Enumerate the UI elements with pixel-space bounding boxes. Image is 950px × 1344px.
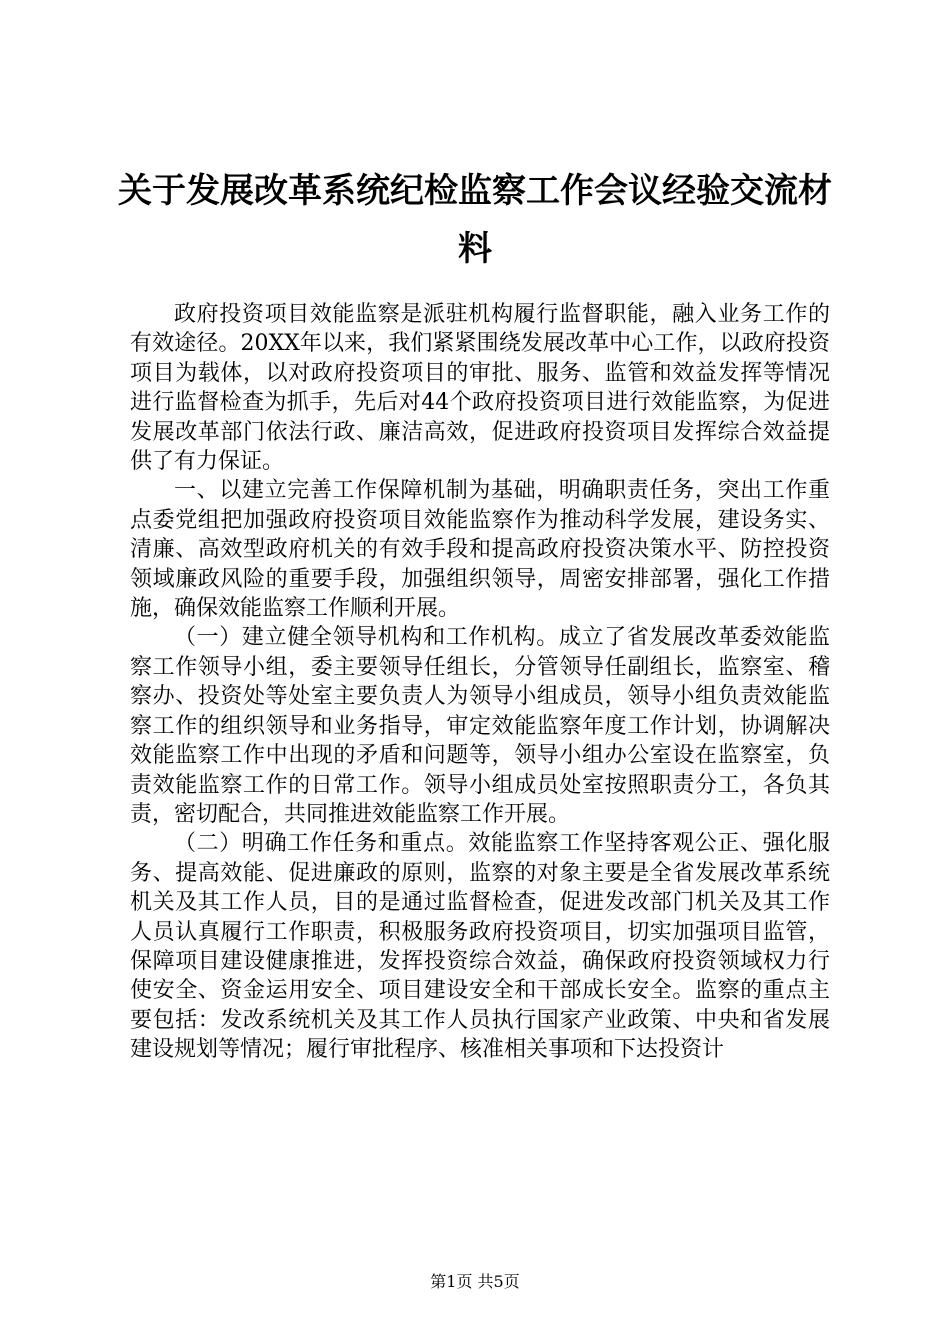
paragraph-section-one: 一、以建立完善工作保障机制为基础，明确职责任务，突出工作重点委党组把加强政府投资项目效能监察作为推动科学发展，建设务实、清廉、高效型政府机关的有效手段和提高政府投资决策水平、防控投资领域廉政风险的重要手段，加强组织领导，周密安排部署，强化工作措施，确保效能监察工作顺利开展。 (130, 478, 830, 622)
document-body (130, 300, 830, 1065)
page-number-footer: 第1页 共5页 (430, 1272, 520, 1291)
paragraph-intro: 政府投资项目效能监察是派驻机构履行监督职能，融入业务工作的有效途径。20XX年以来，我们紧紧围绕发展改革中心工作，以政府投资项目为载体，以对政府投资项目的审批、服务、监管和效益发挥等情况进行监督检查为抓手，先后对44个政府投资项目进行效能监察，为促进发展改革部门依法行政、廉洁高效，促进政府投资项目发挥综合效益提供了有力保证。 (130, 302, 830, 475)
paragraph-subsection-two: （二）明确工作任务和重点。效能监察工作坚持客观公正、强化服务、提高效能、促进廉政的原则，监察的对象主要是全省发展改革系统机关及其工作人员，目的是通过监督检查，促进发改部门机关及其工作人员认真履行工作职责，积极服务政府投资项目，切实加强项目监管，保障项目建设健康推进，发挥投资综合效益，确保政府投资领域权力行使安全、资金运用安全、项目建设安全和干部成长安全。监察的重点主要包括：发改系统机关及其工作人员执行国家产业政策、中央和省发展建设规划等情况；履行审批程序、核准相关事项和下达投资计 (130, 831, 830, 1063)
paragraph-subsection-one: （一）建立健全领导机构和工作机构。成立了省发展改革委效能监察工作领导小组，委主要领导任组长，分管领导任副组长，监察室、稽察办、投资处等处室主要负责人为领导小组成员，领导小组负责效能监察工作的组织领导和业务指导，审定效能监察年度工作计划，协调解决效能监察工作中出现的矛盾和问题等，领导小组办公室设在监察室，负责效能监察工作的日常工作。领导小组成员处室按照职责分工，各负其责，密切配合，共同推进效能监察工作开展。 (130, 625, 830, 827)
document-title: 关于发展改革系统纪检监察工作会议经验交流材料 (118, 171, 832, 269)
